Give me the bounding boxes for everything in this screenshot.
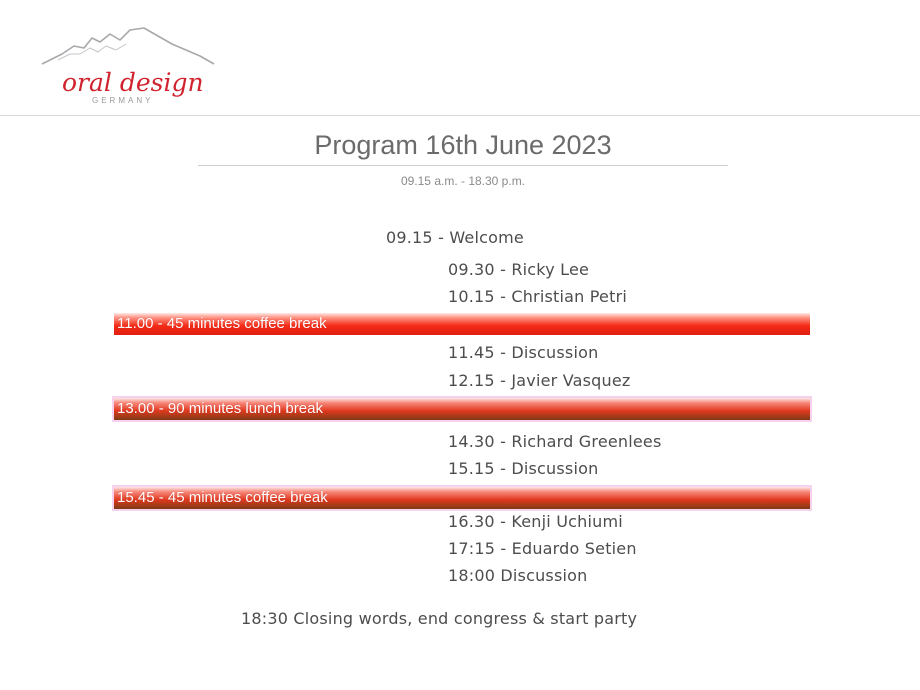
program-item: 15.15 - Discussion xyxy=(448,459,599,478)
logo-subline: GERMANY xyxy=(92,96,154,105)
program-item: 11.45 - Discussion xyxy=(448,343,599,362)
mountain-icon xyxy=(40,24,220,74)
program-item: 16.30 - Kenji Uchiumi xyxy=(448,512,623,531)
program-item: 14.30 - Richard Greenlees xyxy=(448,432,662,451)
coffee-break-bar: 11.00 - 45 minutes coffee break xyxy=(114,313,810,335)
program-item: 18:00 Discussion xyxy=(448,566,588,585)
program-hours: 09.15 a.m. - 18.30 p.m. xyxy=(400,174,526,188)
oral-design-logo[interactable] xyxy=(40,24,220,104)
lunch-break-bar: 13.00 - 90 minutes lunch break xyxy=(114,398,810,420)
coffee-break-bar: 15.45 - 45 minutes coffee break xyxy=(114,487,810,509)
program-closing: 18:30 Closing words, end congress & start party xyxy=(241,609,638,628)
program-item: 10.15 - Christian Petri xyxy=(448,287,627,306)
program-item: 12.15 - Javier Vasquez xyxy=(448,371,631,390)
program-welcome: 09.15 - Welcome xyxy=(386,228,524,247)
program-item: 09.30 - Ricky Lee xyxy=(448,260,590,279)
title-underline xyxy=(198,165,728,166)
page-title: Program 16th June 2023 xyxy=(314,130,612,160)
header-divider xyxy=(0,115,920,116)
program-item: 17:15 - Eduardo Setien xyxy=(448,539,637,558)
logo-wordmark: oral design xyxy=(62,68,204,97)
